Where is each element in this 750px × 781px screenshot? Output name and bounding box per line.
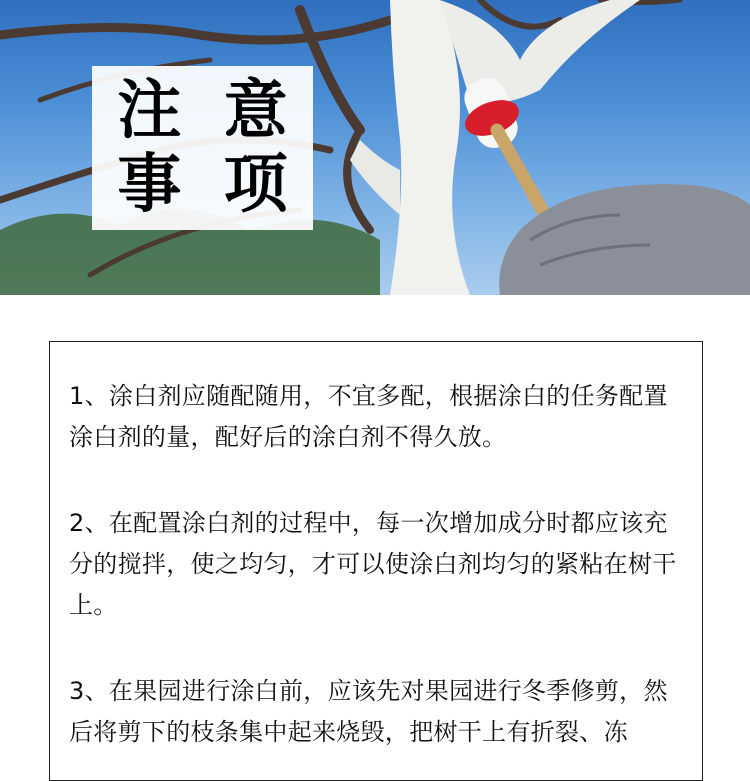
- note-item-2: 2、在配置涂白剂的过程中，每一次增加成分时都应该充分的搅拌，使之均匀，才可以使涂白剂均匀的紧粘在树干上。: [69, 509, 677, 619]
- page-title-line-1: 注 意: [117, 74, 298, 148]
- note-item-1: 1、涂白剂应随配随用，不宜多配，根据涂白的任务配置涂白剂的量，配好后的涂白剂不得久放。: [69, 382, 668, 451]
- title-box: [92, 66, 313, 230]
- notes-box: [49, 341, 703, 781]
- page-title-line-2: 事 项: [117, 148, 298, 222]
- note-item-3: 3、在果园进行涂白前，应该先对果园进行冬季修剪，然后将剪下的枝条集中起来烧毁，把树干上有折裂、冻: [69, 677, 668, 746]
- hero-photo: [0, 0, 750, 295]
